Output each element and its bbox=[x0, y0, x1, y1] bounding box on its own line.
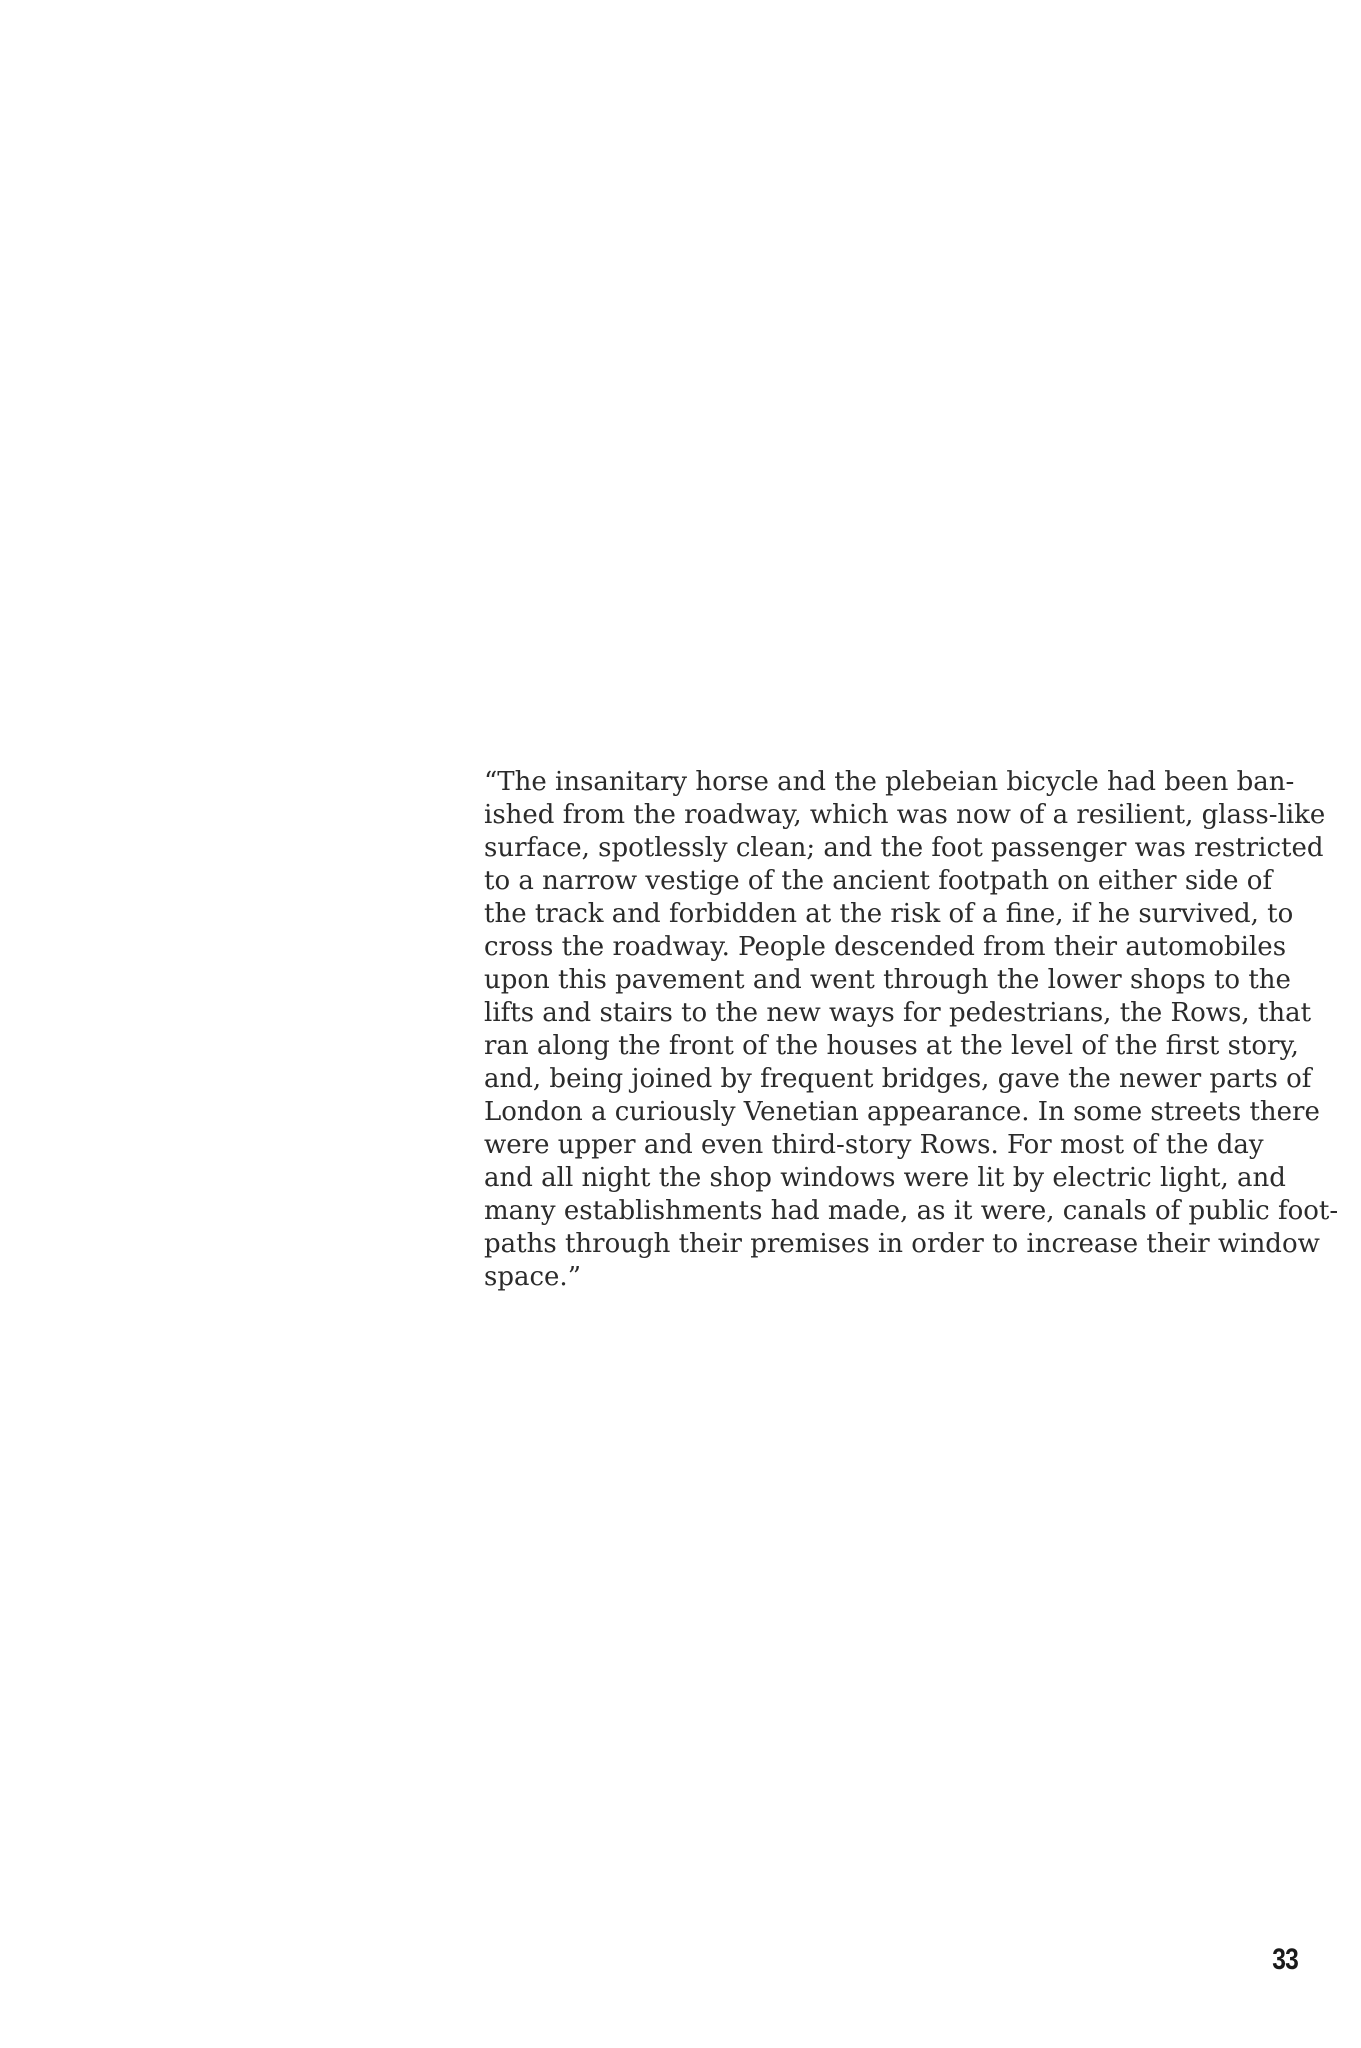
quotation-line: surface, spotlessly clean; and the foot passenger was restricted bbox=[484, 833, 1324, 863]
quotation-line: many establishments had made, as it were, canals of public foot- bbox=[484, 1196, 1339, 1226]
quotation-line: cross the roadway. People descended from their automobiles bbox=[484, 932, 1287, 962]
quotation-line: “The insanitary horse and the plebeian bicycle had been ban- bbox=[484, 767, 1295, 797]
quotation-line: lifts and stairs to the new ways for pedestrians, the Rows, that bbox=[484, 998, 1312, 1028]
quotation-line: were upper and even third-story Rows. For most of the day bbox=[484, 1130, 1264, 1160]
quotation-line: ished from the roadway, which was now of a resilient, glass-like bbox=[484, 800, 1326, 830]
quotation-line: and, being joined by frequent bridges, gave the newer parts of bbox=[484, 1064, 1312, 1094]
quotation-line: London a curiously Venetian appearance. In some streets there bbox=[484, 1097, 1320, 1127]
quotation-line: to a narrow vestige of the ancient footpath on either side of bbox=[484, 866, 1273, 896]
quotation-line: upon this pavement and went through the lower shops to the bbox=[484, 965, 1291, 995]
quotation-line: and all night the shop windows were lit by electric light, and bbox=[484, 1163, 1286, 1193]
quotation-line: paths through their premises in order to increase their window bbox=[484, 1229, 1320, 1259]
quotation-paragraph bbox=[484, 766, 1339, 1294]
page-number: 33 bbox=[1272, 1943, 1298, 1976]
quotation-line: ran along the front of the houses at the level of the first story, bbox=[484, 1031, 1299, 1061]
quotation-line: space.” bbox=[484, 1262, 581, 1292]
quotation-line: the track and forbidden at the risk of a fine, if he survived, to bbox=[484, 899, 1294, 929]
